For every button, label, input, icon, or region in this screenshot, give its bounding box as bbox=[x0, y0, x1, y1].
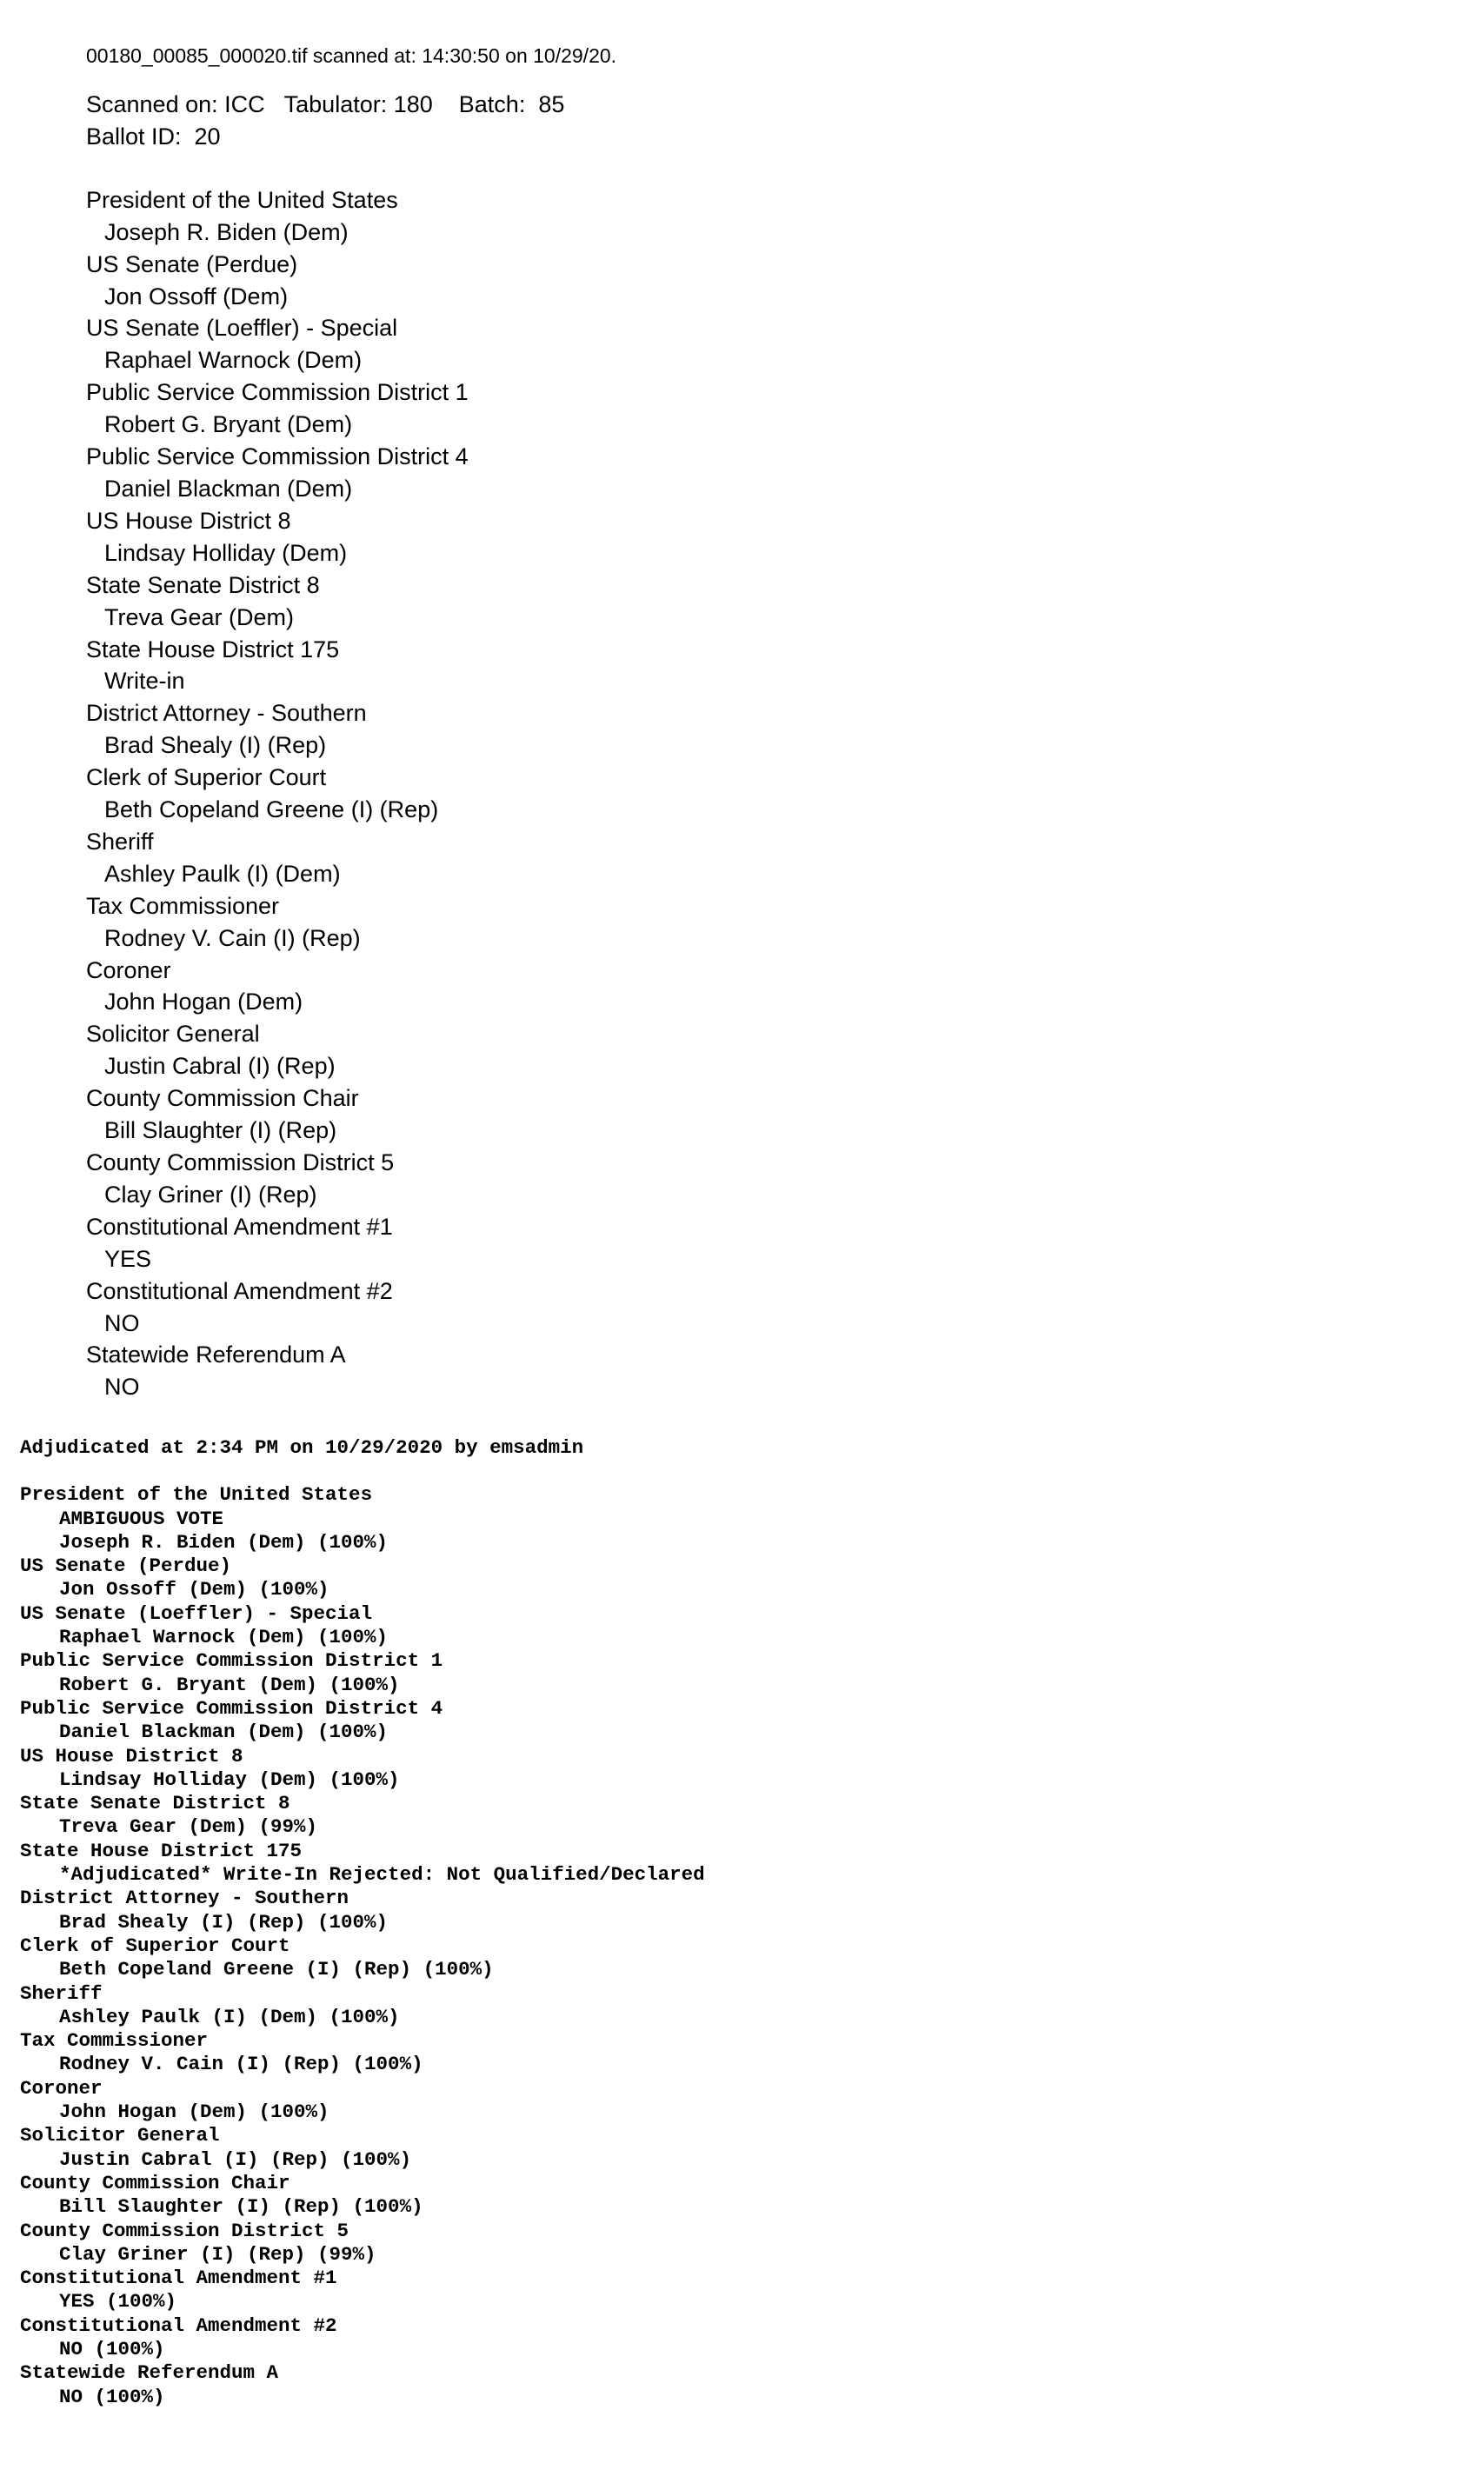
adjudicated-race-name: US Senate (Loeffler) - Special bbox=[20, 1601, 373, 1625]
race-choice: Clay Griner (I) (Rep) bbox=[104, 1181, 317, 1208]
adjudicated-choice: Clay Griner (I) (Rep) (99%) bbox=[59, 2242, 376, 2266]
race-name: Public Service Commission District 1 bbox=[86, 379, 469, 406]
race-choice: Joseph R. Biden (Dem) bbox=[104, 218, 349, 245]
race-name: US Senate (Perdue) bbox=[86, 250, 298, 277]
adjudicated-choice: Jon Ossoff (Dem) (100%) bbox=[59, 1578, 329, 1601]
race-name: State House District 175 bbox=[86, 636, 340, 662]
race-choice: Raphael Warnock (Dem) bbox=[104, 347, 363, 374]
race-name: Sheriff bbox=[86, 828, 154, 855]
race-name: Solicitor General bbox=[86, 1021, 260, 1048]
adjudicated-choice: Beth Copeland Greene (I) (Rep) (100%) bbox=[59, 1958, 494, 1981]
race-choice: Beth Copeland Greene (I) (Rep) bbox=[104, 796, 439, 823]
race-name: District Attorney - Southern bbox=[86, 700, 367, 727]
adjudicated-choice: Daniel Blackman (Dem) (100%) bbox=[59, 1721, 389, 1744]
race-name: County Commission Chair bbox=[86, 1085, 359, 1112]
race-name: State Senate District 8 bbox=[86, 571, 320, 598]
adjudicated-race-name: Constitutional Amendment #1 bbox=[20, 2267, 337, 2290]
adjudicated-race-name: Constitutional Amendment #2 bbox=[20, 2314, 337, 2337]
adjudicated-choice: NO (100%) bbox=[59, 2337, 165, 2360]
ballot-id-line: Ballot ID: 20 bbox=[86, 123, 221, 150]
adjudicated-choice: Rodney V. Cain (I) (Rep) (100%) bbox=[59, 2053, 423, 2076]
adjudicated-choice: AMBIGUOUS VOTE bbox=[59, 1507, 224, 1530]
race-name: President of the United States bbox=[86, 186, 398, 213]
adjudicated-choice: John Hogan (Dem) (100%) bbox=[59, 2101, 329, 2124]
adjudicated-choice: Robert G. Bryant (Dem) (100%) bbox=[59, 1673, 400, 1696]
adjudicated-race-name: Statewide Referendum A bbox=[20, 2361, 279, 2385]
adjudicated-race-name: Coroner bbox=[20, 2076, 103, 2100]
race-choice: Justin Cabral (I) (Rep) bbox=[104, 1053, 336, 1080]
race-name: Tax Commissioner bbox=[86, 892, 280, 919]
race-choice: NO bbox=[104, 1374, 140, 1401]
race-name: US House District 8 bbox=[86, 507, 291, 534]
scan-header: 00180_00085_000020.tif scanned at: 14:30:50 on 10/29/20. bbox=[86, 44, 617, 67]
adjudicated-race-name: President of the United States bbox=[20, 1483, 373, 1507]
adjudicated-race-name: County Commission Chair bbox=[20, 2171, 290, 2194]
race-choice: Bill Slaughter (I) (Rep) bbox=[104, 1117, 337, 1144]
race-name: Clerk of Superior Court bbox=[86, 764, 327, 791]
adjudication-list bbox=[20, 1483, 1454, 2409]
adjudicated-race-name: District Attorney - Southern bbox=[20, 1887, 349, 1910]
race-choice: Treva Gear (Dem) bbox=[104, 603, 295, 630]
race-choice: Lindsay Holliday (Dem) bbox=[104, 539, 348, 566]
adjudicated-race-name: Clerk of Superior Court bbox=[20, 1934, 290, 1957]
race-choice: Ashley Paulk (I) (Dem) bbox=[104, 860, 341, 887]
ballot-scan-section bbox=[86, 40, 1390, 1403]
race-choice: Robert G. Bryant (Dem) bbox=[104, 411, 353, 438]
adjudicated-race-name: Sheriff bbox=[20, 1981, 103, 2005]
adjudicated-race-name: Tax Commissioner bbox=[20, 2029, 209, 2053]
race-choice: Jon Ossoff (Dem) bbox=[104, 283, 289, 310]
adjudicated-choice: Ashley Paulk (I) (Dem) (100%) bbox=[59, 2005, 400, 2028]
race-name: Constitutional Amendment #2 bbox=[86, 1277, 393, 1304]
adjudicated-race-name: Public Service Commission District 4 bbox=[20, 1696, 443, 1720]
race-name: Coroner bbox=[86, 956, 171, 983]
adjudicated-choice: Bill Slaughter (I) (Rep) (100%) bbox=[59, 2195, 423, 2219]
adjudicated-choice: NO (100%) bbox=[59, 2385, 165, 2408]
spacer bbox=[86, 153, 1390, 184]
adjudicated-choice: Raphael Warnock (Dem) (100%) bbox=[59, 1626, 389, 1649]
scan-info-line: Scanned on: ICC Tabulator: 180 Batch: 85 bbox=[86, 91, 565, 117]
race-choice: John Hogan (Dem) bbox=[104, 989, 303, 1015]
adjudicated-choice: Lindsay Holliday (Dem) (100%) bbox=[59, 1768, 400, 1791]
race-name: Statewide Referendum A bbox=[86, 1342, 346, 1368]
race-name: Public Service Commission District 4 bbox=[86, 443, 469, 470]
race-name: Constitutional Amendment #1 bbox=[86, 1213, 393, 1240]
race-choice: YES bbox=[104, 1245, 152, 1272]
adjudicated-choice: Justin Cabral (I) (Rep) (100%) bbox=[59, 2147, 412, 2171]
adjudicated-race-name: Solicitor General bbox=[20, 2124, 220, 2147]
races-list bbox=[86, 184, 1390, 1403]
race-choice: Daniel Blackman (Dem) bbox=[104, 475, 353, 502]
race-choice: Write-in bbox=[104, 668, 185, 695]
adjudicated-choice: Treva Gear (Dem) (99%) bbox=[59, 1815, 318, 1839]
adjudicated-race-name: County Commission District 5 bbox=[20, 2219, 349, 2242]
adjudicated-race-name: US House District 8 bbox=[20, 1744, 243, 1768]
race-choice: Brad Shealy (I) (Rep) bbox=[104, 732, 327, 759]
race-choice: Rodney V. Cain (I) (Rep) bbox=[104, 924, 361, 951]
adjudicated-choice: *Adjudicated* Write-In Rejected: Not Qualified/Declared bbox=[59, 1863, 705, 1887]
race-name: US Senate (Loeffler) - Special bbox=[86, 315, 398, 342]
adjudicated-choice: Joseph R. Biden (Dem) (100%) bbox=[59, 1530, 389, 1554]
adjudicated-choice: Brad Shealy (I) (Rep) (100%) bbox=[59, 1910, 389, 1934]
adjudicated-race-name: State House District 175 bbox=[20, 1839, 303, 1862]
adjudicated-choice: YES (100%) bbox=[59, 2290, 177, 2314]
race-name: County Commission District 5 bbox=[86, 1149, 395, 1175]
race-choice: NO bbox=[104, 1309, 140, 1336]
adjudicated-race-name: State Senate District 8 bbox=[20, 1792, 290, 1815]
adjudication-header: Adjudicated at 2:34 PM on 10/29/2020 by emsadmin bbox=[20, 1436, 584, 1459]
adjudicated-race-name: Public Service Commission District 1 bbox=[20, 1649, 443, 1673]
adjudication-section bbox=[20, 1436, 1454, 2409]
adjudicated-race-name: US Senate (Perdue) bbox=[20, 1555, 232, 1578]
